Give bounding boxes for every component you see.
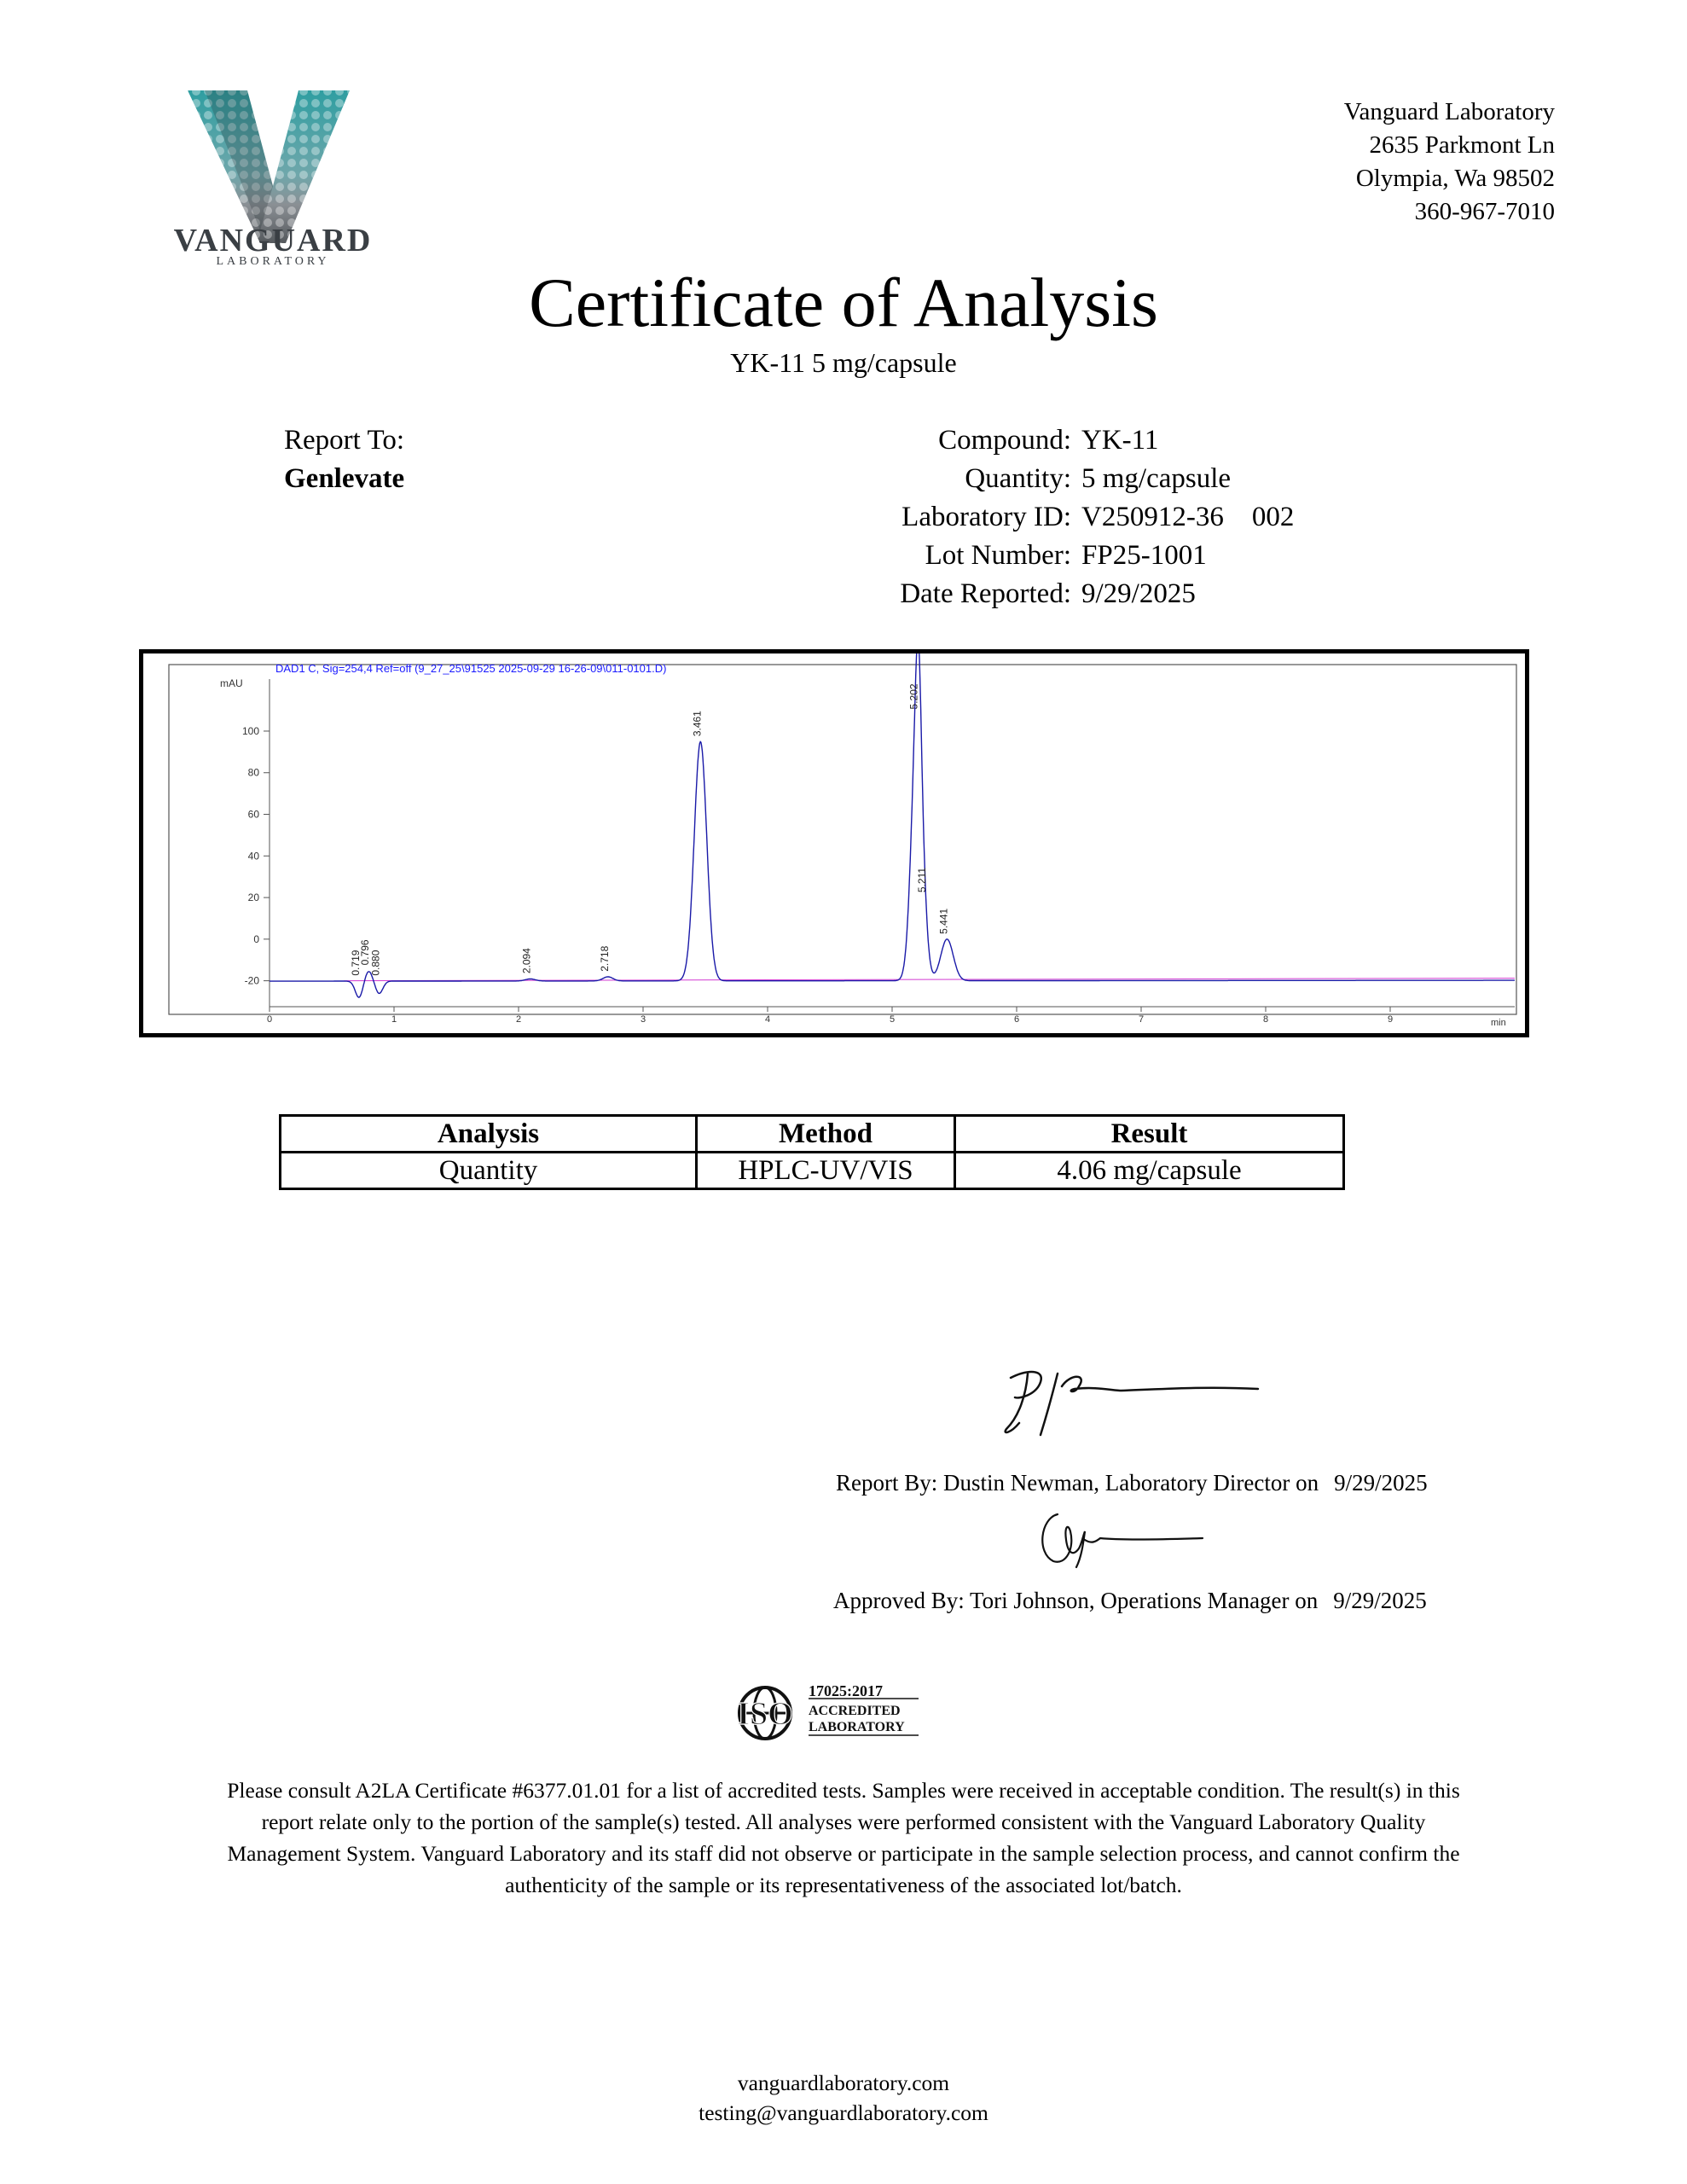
info-key: Laboratory ID: (901, 502, 1071, 532)
address-line: 360-967-7010 (1414, 198, 1555, 225)
header-analysis: Analysis (281, 1116, 697, 1153)
logo-sub: LABORATORY (216, 255, 330, 268)
info-row-date-reported (768, 575, 1294, 613)
disclaimer-line: report relate only to the portion of the sample(s) tested. All analyses were performed consistent with the Vanguard Laboratory Quality (261, 1809, 1426, 1834)
disclaimer-line: authenticity of the sample or its representativeness of the associated lot/batch. (505, 1873, 1182, 1897)
y-tick-label: 20 (247, 892, 259, 904)
document-subtitle: YK-11 5 mg/capsule (730, 347, 957, 378)
x-tick-label: 6 (1013, 1014, 1020, 1025)
y-tick-label: 100 (241, 724, 259, 737)
x-tick-label: 5 (889, 1014, 896, 1025)
iso-line-3: LABORATORY (809, 1720, 905, 1734)
y-tick-label: 80 (247, 766, 259, 779)
peak-label: 5.202 (907, 683, 920, 710)
lab-address (1128, 96, 1555, 229)
cell-method: HPLC-UV/VIS (697, 1153, 955, 1189)
x-tick-label: 1 (391, 1014, 397, 1025)
peak-label: 5.211 (915, 867, 928, 893)
iso-logo-text: ISO (737, 1696, 793, 1732)
info-value: FP25-1001 (1081, 540, 1207, 571)
info-key: Lot Number: (925, 540, 1071, 571)
x-tick-label: 9 (1387, 1014, 1394, 1025)
peak-label: 2.718 (598, 945, 611, 972)
disclaimer-line: Management System. Vanguard Laboratory and its staff did not observe or participate in the sample selection process, and cannot confirm the (227, 1841, 1460, 1866)
approved-by-date: 9/29/2025 (1333, 1588, 1427, 1613)
report-by-text: Report By: Dustin Newman, Laboratory Director on (836, 1470, 1319, 1496)
x-tick-label: 4 (764, 1014, 771, 1025)
report-to-label: Report To: (284, 425, 404, 456)
peak-label: 5.441 (937, 908, 950, 934)
info-value: 9/29/2025 (1081, 578, 1196, 609)
peak-label: 0.796 (359, 939, 372, 966)
info-value: 5 mg/capsule (1081, 463, 1232, 494)
info-value: YK-11 (1081, 425, 1159, 456)
client-name: Genlevate (284, 463, 405, 494)
report-to-block (284, 421, 404, 498)
header-method: Method (697, 1116, 955, 1153)
footer-email[interactable]: testing@vanguardlaboratory.com (699, 2100, 988, 2125)
address-line: 2635 Parkmont Ln (1369, 131, 1555, 159)
signature-tori-johnson (1032, 1506, 1211, 1570)
x-tick-label: 7 (1138, 1014, 1145, 1025)
results-table (279, 1114, 1345, 1190)
document-title: Certificate of Analysis (529, 264, 1158, 341)
x-tick-label: 2 (515, 1014, 522, 1025)
iso-accreditation-badge (727, 1682, 923, 1744)
peak-label: 3.461 (691, 711, 704, 737)
y-tick-label: 0 (253, 932, 259, 945)
logo-name: VANGUARD (173, 223, 373, 258)
footer-website[interactable]: vanguardlaboratory.com (737, 2071, 950, 2095)
y-tick-label: 40 (247, 850, 259, 863)
disclaimer (149, 1774, 1538, 1901)
table-row (281, 1153, 1344, 1189)
x-tick-label: 8 (1262, 1014, 1269, 1025)
signal-trace (270, 653, 1515, 997)
info-key: Quantity: (965, 463, 1071, 494)
iso-globe-icon (727, 1682, 923, 1744)
y-axis-label: mAU (220, 677, 243, 689)
info-row-compound (768, 421, 1294, 460)
info-row-quantity (768, 460, 1294, 498)
info-row-laboratory-id (768, 498, 1294, 537)
chart-title: DAD1 C, Sig=254,4 Ref=off (9_27_25\91525 2025-09-29 16-26-09\011-0101.D) (275, 662, 667, 675)
iso-line-2: ACCREDITED (809, 1704, 901, 1718)
approved-by-text: Approved By: Tori Johnson, Operations Manager on (833, 1588, 1319, 1613)
info-key: Date Reported: (900, 578, 1071, 609)
x-axis-label: min (1491, 1018, 1506, 1028)
address-line: Olympia, Wa 98502 (1355, 165, 1555, 192)
cell-analysis: Quantity (281, 1153, 697, 1189)
header-result: Result (955, 1116, 1344, 1153)
info-row-lot-number (768, 537, 1294, 575)
info-value: V250912-36 002 (1081, 502, 1295, 532)
report-by-date: 9/29/2025 (1334, 1470, 1428, 1496)
peak-label: 0.719 (349, 950, 362, 976)
x-tick-label: 3 (640, 1014, 646, 1025)
report-by-line (836, 1468, 1428, 1497)
disclaimer-line: Please consult A2LA Certificate #6377.01.01 for a list of accredited tests. Samples were received in acceptable condition. The result(s) in this (227, 1778, 1460, 1803)
info-key: Compound: (938, 425, 1071, 456)
sample-info (768, 421, 1294, 613)
chromatogram-chart (143, 653, 1525, 1033)
address-line: Vanguard Laboratory (1343, 98, 1555, 125)
approved-by-line (833, 1586, 1427, 1615)
footer (0, 2068, 1687, 2128)
iso-line-1: 17025:2017 (809, 1682, 883, 1699)
signature-dustin-newman (994, 1356, 1267, 1442)
chromatogram-frame (139, 649, 1529, 1037)
cell-result: 4.06 mg/capsule (955, 1153, 1344, 1189)
x-tick-label: 0 (266, 1014, 273, 1025)
vanguard-logo (166, 85, 380, 269)
y-tick-label: 60 (247, 808, 259, 821)
results-header-row (281, 1116, 1344, 1153)
peak-label: 2.094 (520, 948, 533, 974)
peak-label: 0.880 (369, 950, 382, 976)
y-tick-label: -20 (244, 974, 259, 987)
